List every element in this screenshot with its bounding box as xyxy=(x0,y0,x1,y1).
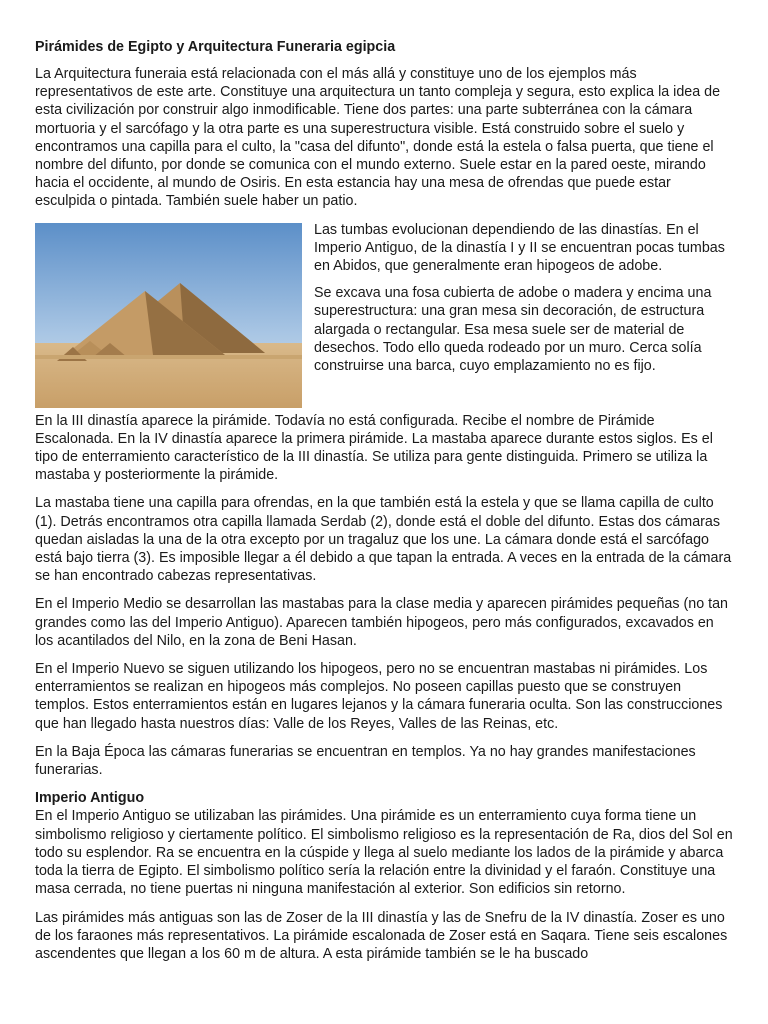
paragraph-1: En la III dinastía aparece la pirámide. Todavía no está configurada. Recibe el nombre de Pirámide Escalonada. En la IV dinastía aparece la primera pirámide. La mastaba aparece durante estos siglos. Es el tipo de enterramiento característico de la III dinastía. Se utiliza para gente distinguida. Primero se utiliza la mastaba y posteriormente la pirámide. xyxy=(35,412,713,484)
paragraph-4: En el Imperio Nuevo se siguen utilizando los hipogeos, pero no se encuentran mastabas ni pirámides. Los enterramientos se realizan en hipogeos más complejos. No poseen capillas puesto que se construyen templos. Estos enterramientos están en lugares lejanos y la cámara funeraria oculta. Son las construcciones que han llegado hasta nuestros días: Valle de los Reyes, Valles de las Reinas, etc. xyxy=(35,661,723,732)
image-text-block xyxy=(35,221,733,408)
section-heading: Imperio Antiguo xyxy=(35,790,145,807)
section-paragraph-2: Las pirámides más antiguas son las de Zoser de la III dinastía y las de Snefru de la IV dinastía. Zoser es uno de los faraones más representativos. La pirámide escalonada de Zoser está en Saqara. Tiene seis escalones ascendentes que llegan a los 60 m de altura. A esta pirámide también se le ha buscado xyxy=(35,909,728,962)
intro-paragraph: La Arquitectura funeraia está relacionada con el más allá y constituye uno de los ejemplos más representativos de este arte. Constituye una arquitectura un tanto compleja y segura, esto explica la idea de esta civilización por construir algo inmodificable. Tiene dos partes: una parte subterránea con la cámara mortuoria y el sarcófago y la otra parte es una superestructura visible. Está construido sobre el suelo y encontramos una capilla para el culto, la "casa del difunto", donde está la estela o falsa puerta, que tiene el nombre del difunto, por donde se comunica con el mundo externo. Suele estar en la pared oeste, mirando hacia el occidente, al mundo de Osiris. En esta estancia hay una mesa de ofrendas que puede estar esculpida o pintada. También suele haber un patio. xyxy=(35,66,721,210)
pyramids-photo xyxy=(35,223,302,408)
paragraph-3: En el Imperio Medio se desarrollan las mastabas para la clase media y aparecen pirámides pequeñas (no tan grandes como las del Imperio Antiguo). Aparecen también hipogeos, pero más configurados, excavados en los acantilados del Nilo, en la zona de Beni Hasan. xyxy=(35,596,728,649)
paragraph-5: En la Baja Época las cámaras funerarias se encuentran en templos. Ya no hay grandes manifestaciones funerarias. xyxy=(35,743,696,779)
paragraph-2: La mastaba tiene una capilla para ofrendas, en la que también está la estela y que se llama capilla de culto (1). Detrás encontramos otra capilla llamada Serdab (2), donde está el doble del difunto. Estas dos cámaras quedan aisladas la una de la otra excepto por un tragaluz que los une. La cámara donde está el sarcófago está bajo tierra (3). Es imposible llegar a él debido a que tapan la entrada. A veces en la entrada de la cámara se han encontrado cabezas representativas. xyxy=(35,495,732,585)
side-paragraph-1: Las tumbas evolucionan dependiendo de las dinastías. En el Imperio Antiguo, de la dinastía I y II se encuentran pocas tumbas en Abidos, que generalmente eran hipogeos de adobe. xyxy=(314,221,725,275)
section-paragraph-1: En el Imperio Antiguo se utilizaban las pirámides. Una pirámide es un enterramiento cuya forma tiene un simbolismo religioso y ciertamente político. El simbolismo religioso es la representación de Ra, dios del Sol en todo su esplendor. Ra se encuentra en la cúspide y llega al suelo mediante los lados de la pirámide y abarca toda la tierra de Egipto. El simbolismo político sería la relación entre la divinidad y el faraón. Constituye una masa cerrada, no tiene puertas ni ninguna manifestación al exterior. Son edificios sin retorno. xyxy=(35,808,733,898)
side-paragraph-2: Se excava una fosa cubierta de adobe o madera y encima una superestructura: una gran mesa sin decoración, de estructura alargada o rectangular. Esa mesa suele ser de material de desechos. Todo ello queda rodeado por un muro. Cerca solía construirse una barca, cuyo emplazamiento no es fijo. xyxy=(314,285,712,375)
page-title: Pirámides de Egipto y Arquitectura Funeraria egipcia xyxy=(35,39,396,55)
